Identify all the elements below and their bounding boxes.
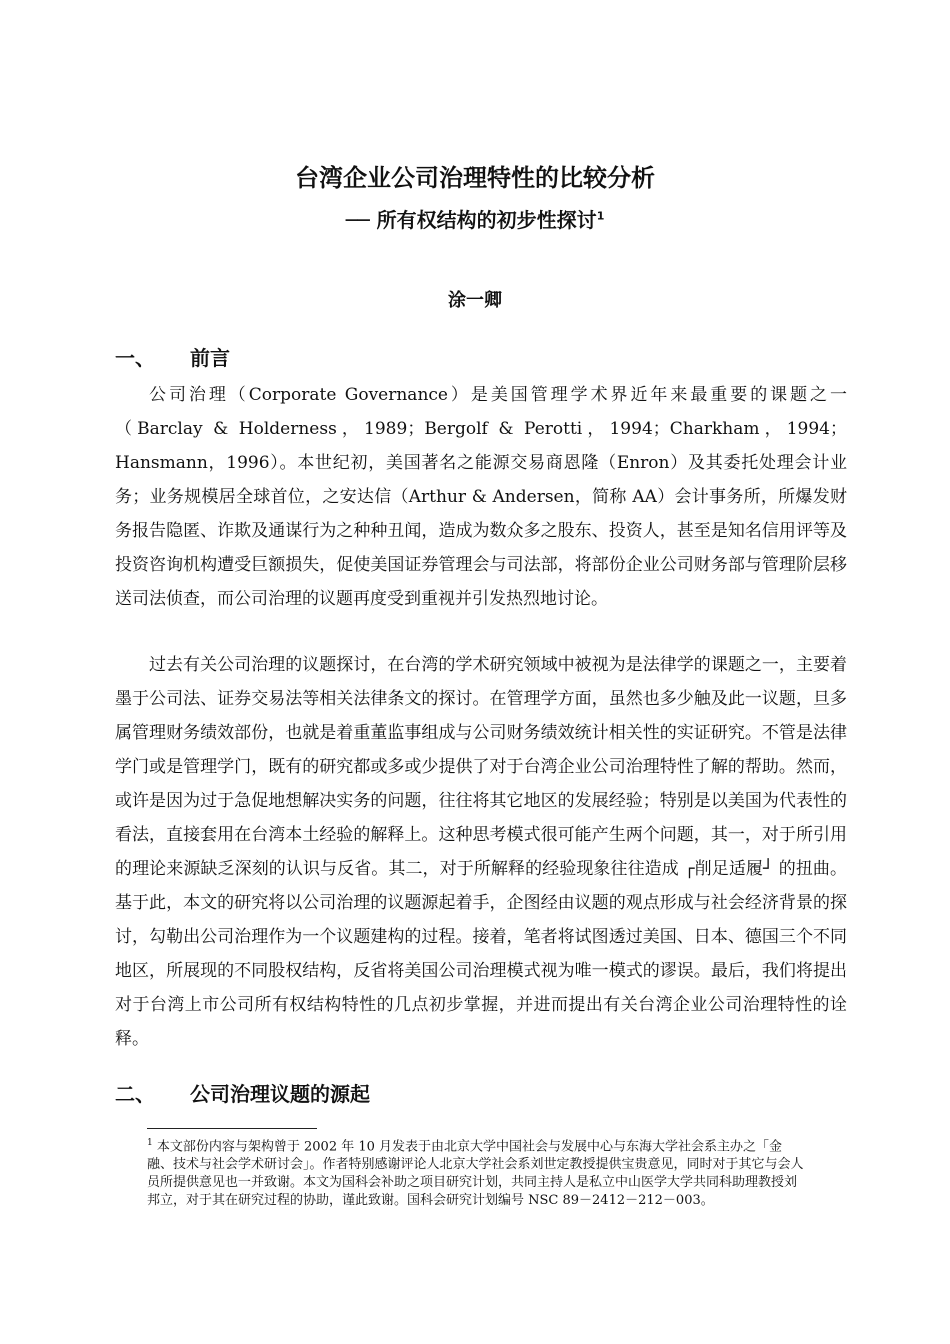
footnote-reference[interactable]: 1 bbox=[596, 209, 605, 223]
section-heading-1 bbox=[115, 342, 230, 371]
footnote bbox=[147, 1134, 807, 1210]
author-name: 涂一卿 bbox=[448, 290, 502, 311]
paper-subtitle bbox=[0, 204, 950, 233]
paragraph-1: 公司治理（Corporate Governance）是美国管理学术界近年来最重要的课题之一（Barclay & Holderness，1989；Bergolf & Perotti，1994；Charkham，1994；Hansmann，1996）。本世纪初，美国著名之能源交易商恩隆（Enron）及其委托处理会计业务；业务规模居全球首位，之安达信（Arthur & Andersen，简称 AA）会计事务所，所爆发财务报告隐匿、诈欺及通谋行为之种种丑闻，造成为数众多之股东、投资人，甚至是知名信用评等及投资咨询机构遭受巨额损失，促使美国证券管理会与司法部，将部份企业公司财务部与管理阶层移送司法侦查，而公司治理的议题再度受到重视并引发热烈地讨论。 bbox=[115, 385, 847, 609]
section-title: 前言 bbox=[190, 346, 230, 370]
footnote-divider bbox=[147, 1128, 317, 1129]
section-title: 公司治理议题的源起 bbox=[190, 1082, 370, 1106]
footnote-text: 本文部份内容与架构曾于 2002 年 10 月发表于由北京大学中国社会与发展中心与东海大学社会系主办之「金融、技术与社会学术研讨会」。作者特别感谢评论人北京大学社会系刘世定教授提供宝贵意见，同时对于其它与会人员所提供意见也一并致谢。本文为国科会补助之项目研究计划，共同主持人是私立中山医学大学共同科助理教授刘邦立，对于其在研究过程的协助，谨此致谢。国科会研究计划编号 NSC 89－2412－212－003。 bbox=[147, 1139, 804, 1209]
section-number: 一、 bbox=[115, 346, 155, 370]
paper-title: 台湾企业公司治理特性的比较分析 bbox=[295, 164, 655, 192]
section-heading-2 bbox=[115, 1078, 370, 1107]
paragraph-2: 过去有关公司治理的议题探讨，在台湾的学术研究领域中被视为是法律学的课题之一，主要着墨于公司法、证券交易法等相关法律条文的探讨。在管理学方面，虽然也多少触及此一议题，旦多属管理财务绩效部份，也就是着重董监事组成与公司财务绩效统计相关性的实证研究。不管是法律学门或是管理学门，既有的研究都或多或少提供了对于台湾企业公司治理特性了解的帮助。然而，或许是因为过于急促地想解决实务的问题，往往将其它地区的发展经验；特别是以美国为代表性的看法，直接套用在台湾本土经验的解释上。这种思考模式很可能产生两个问题，其一，对于所引用的理论来源缺乏深刻的认识与反省。其二，对于所解释的经验现象往往造成 ┌削足适履┘ 的扭曲。基于此，本文的研究将以公司治理的议题源起着手，企图经由议题的观点形成与社会经济背景的探讨，勾勒出公司治理作为一个议题建构的过程。接着，笔者将试图透过美国、日本、德国三个不同地区，所展现的不同股权结构，反省将美国公司治理模式视为唯一模式的谬误。最后，我们将提出对于台湾上市公司所有权结构特性的几点初步掌握，并进而提出有关台湾企业公司治理特性的诠释。 bbox=[115, 655, 847, 1049]
footnote-mark: 1 bbox=[147, 1138, 153, 1148]
subtitle-text: ── 所有权结构的初步性探讨 bbox=[345, 208, 597, 232]
section-number: 二、 bbox=[115, 1082, 155, 1106]
